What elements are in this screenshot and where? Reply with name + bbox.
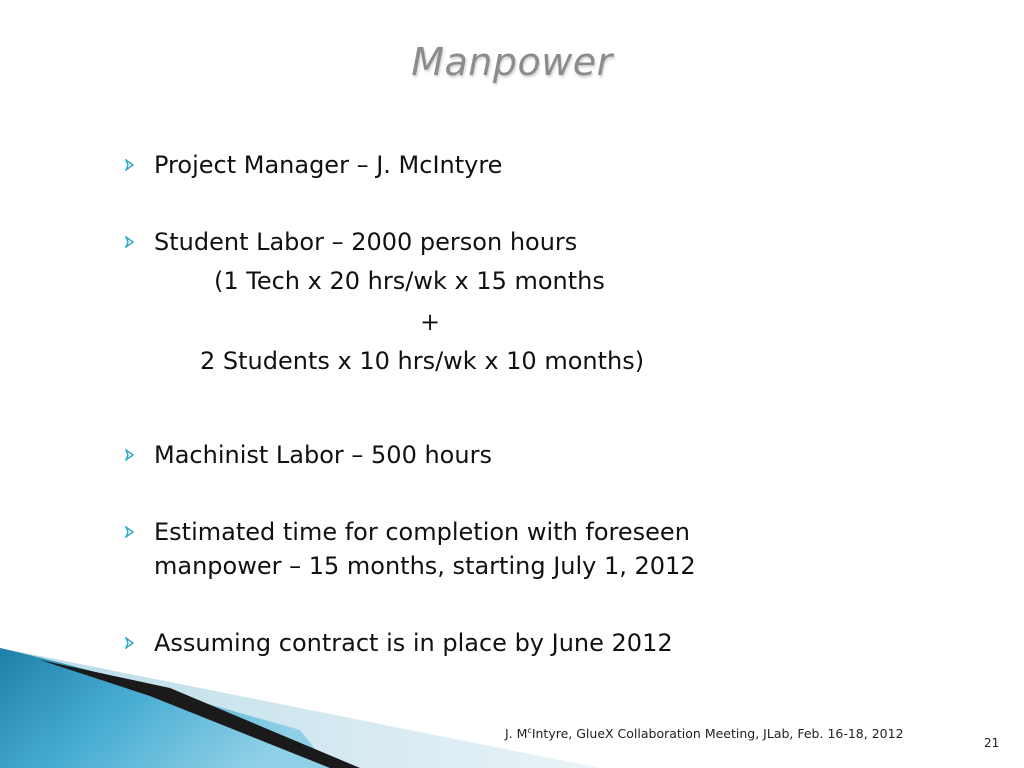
bullet-project-manager [124,148,502,182]
page-number: 21 [984,736,1000,750]
bullet-text: Assuming contract is in place by June 2012 [154,629,673,657]
student-labor-tech-line: (1 Tech x 20 hrs/wk x 15 months [214,267,605,295]
bullet-text: Student Labor – 2000 person hours [154,228,578,256]
footer-citation-rest: Intyre, GlueX Collaboration Meeting, JLab, Feb. 16-18, 2012 [531,726,904,742]
footer-author-prefix: J. M [505,726,528,742]
bullet-estimated-time [124,515,696,583]
slide-title: Manpower [411,40,613,84]
footer-citation [505,726,904,741]
arrow-bullet-icon [124,148,154,182]
bullet-text [154,515,696,583]
arrow-bullet-icon [124,515,154,549]
decorative-swoosh [0,600,620,768]
bullet-text: Project Manager – J. McIntyre [154,151,503,179]
bullet-text: Machinist Labor – 500 hours [154,441,492,469]
student-labor-plus: + [419,308,441,336]
bullet-line-1: Estimated time for completion with foreseen [154,518,690,546]
student-labor-students-line: 2 Students x 10 hrs/wk x 10 months) [200,347,645,375]
arrow-bullet-icon [124,225,154,259]
footer-author-superscript: c [527,726,532,735]
bullet-machinist-labor [124,438,492,472]
bullet-student-labor [124,225,577,259]
bullet-line-2: manpower – 15 months, starting July 1, 2012 [154,552,696,580]
arrow-bullet-icon [124,438,154,472]
